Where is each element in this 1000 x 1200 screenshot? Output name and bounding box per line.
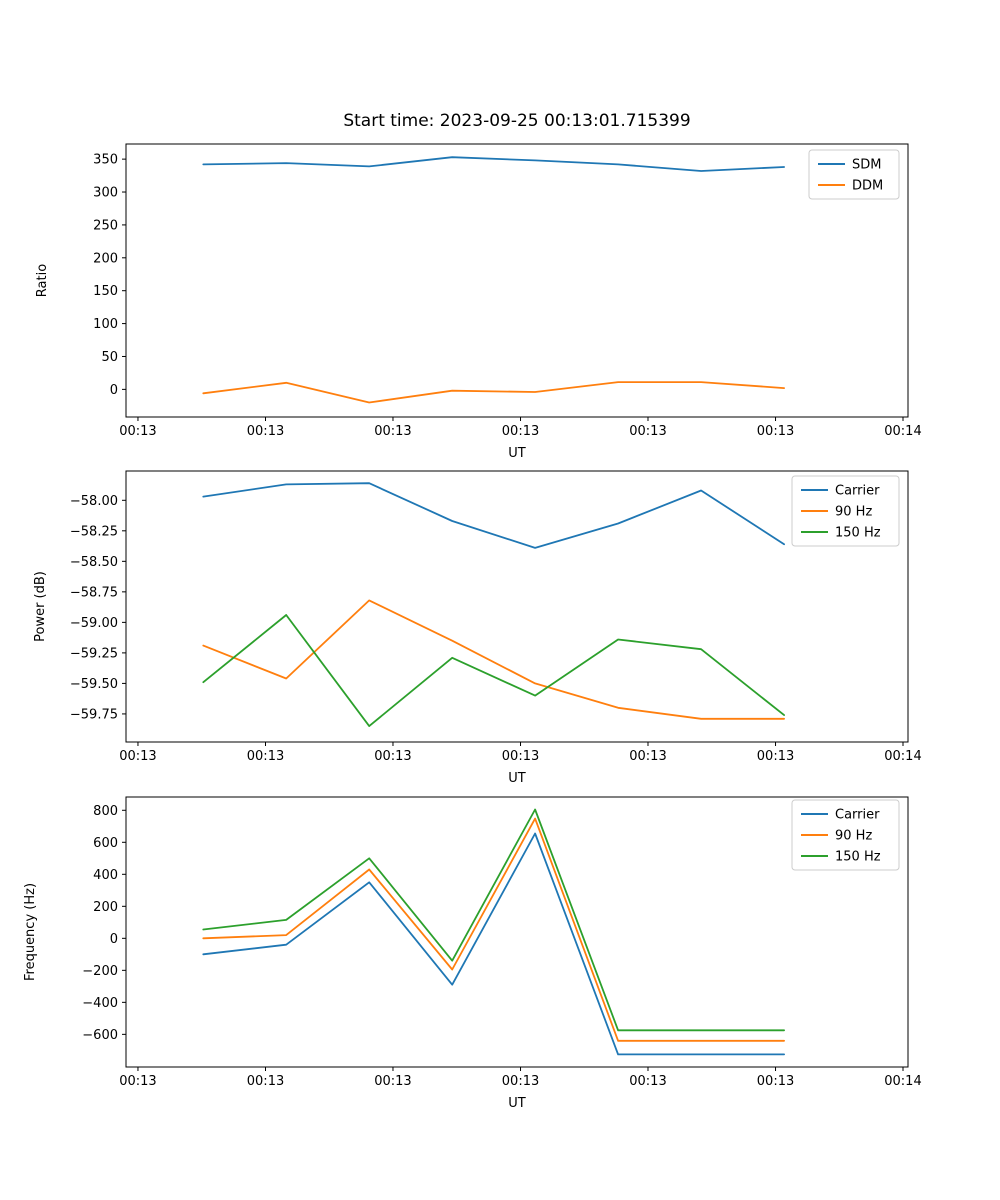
- y-tick-label: 200: [93, 251, 118, 267]
- x-tick-label: 00:13: [501, 424, 540, 439]
- y-tick-label: −59.25: [69, 646, 118, 662]
- x-tick-label: 00:13: [629, 424, 667, 439]
- axis-label-x: UT: [508, 446, 526, 461]
- x-tick-label: 00:13: [246, 749, 285, 764]
- x-tick-label: 00:13: [119, 749, 157, 764]
- axis-label-y: Power (dB): [33, 571, 48, 642]
- subplot-ratio: [35, 144, 922, 461]
- y-tick-label: −59.00: [69, 615, 118, 631]
- y-tick-label: 400: [93, 867, 118, 883]
- series-line-150-hz: [203, 810, 784, 1031]
- y-tick-label: −58.75: [69, 585, 118, 601]
- series-line-carrier: [203, 483, 784, 548]
- y-tick-label: −58.00: [69, 493, 118, 509]
- axis-label-x: UT: [508, 771, 526, 786]
- series-line-ddm: [203, 382, 784, 402]
- y-tick-label: 0: [109, 931, 118, 947]
- x-tick-label: 00:13: [119, 424, 157, 439]
- x-tick-label: 00:13: [119, 1074, 157, 1089]
- axes-spines: [126, 144, 908, 417]
- legend-label-90-hz: 90 Hz: [835, 828, 873, 844]
- series-line-150-hz: [203, 615, 784, 726]
- subplot-power-db: [33, 471, 922, 786]
- legend-label-carrier: Carrier: [835, 807, 880, 823]
- y-tick-label: 350: [93, 152, 118, 168]
- figure-title: Start time: 2023-09-25 00:13:01.715399: [343, 111, 691, 131]
- y-tick-label: −58.50: [69, 554, 118, 570]
- y-tick-label: 0: [109, 382, 118, 398]
- y-tick-label: −200: [82, 963, 118, 979]
- x-tick-label: 00:13: [756, 749, 795, 764]
- x-tick-label: 00:13: [501, 1074, 540, 1089]
- y-tick-label: 150: [93, 284, 118, 300]
- x-tick-label: 00:13: [374, 424, 412, 439]
- x-tick-label: 00:14: [884, 424, 922, 439]
- legend-label-150-hz: 150 Hz: [835, 525, 881, 541]
- y-tick-label: 100: [93, 317, 118, 333]
- x-tick-label: 00:14: [884, 749, 922, 764]
- axis-label-y: Ratio: [35, 263, 50, 298]
- legend-label-sdm: SDM: [852, 157, 882, 173]
- y-tick-label: 600: [93, 835, 118, 851]
- legend-label-90-hz: 90 Hz: [835, 504, 873, 520]
- series-line-carrier: [203, 834, 784, 1055]
- legend-label-150-hz: 150 Hz: [835, 849, 881, 865]
- y-tick-label: 800: [93, 803, 118, 819]
- x-tick-label: 00:13: [756, 424, 795, 439]
- series-line-90-hz: [203, 600, 784, 718]
- y-tick-label: 250: [93, 218, 118, 234]
- axis-label-x: UT: [508, 1096, 526, 1111]
- series-line-90-hz: [203, 819, 784, 1041]
- legend-label-carrier: Carrier: [835, 483, 880, 499]
- y-tick-label: 200: [93, 899, 118, 915]
- x-tick-label: 00:13: [374, 1074, 412, 1089]
- x-tick-label: 00:13: [501, 749, 540, 764]
- y-tick-label: −58.25: [69, 524, 118, 540]
- y-tick-label: −600: [82, 1027, 118, 1043]
- y-tick-label: 50: [101, 349, 118, 365]
- axis-label-y: Frequency (Hz): [23, 882, 38, 982]
- x-tick-label: 00:14: [884, 1074, 922, 1089]
- x-tick-label: 00:13: [246, 1074, 285, 1089]
- axes-spines: [126, 797, 908, 1067]
- y-tick-label: −59.75: [69, 707, 118, 723]
- subplot-frequency-hz: [23, 797, 922, 1111]
- y-tick-label: −59.50: [69, 676, 118, 692]
- x-tick-label: 00:13: [374, 749, 412, 764]
- y-tick-label: 300: [93, 185, 118, 201]
- series-line-sdm: [203, 157, 784, 171]
- x-tick-label: 00:13: [756, 1074, 795, 1089]
- x-tick-label: 00:13: [629, 749, 667, 764]
- y-tick-label: −400: [82, 995, 118, 1011]
- axes-spines: [126, 471, 908, 742]
- x-tick-label: 00:13: [629, 1074, 667, 1089]
- legend-label-ddm: DDM: [852, 178, 884, 194]
- x-tick-label: 00:13: [246, 424, 285, 439]
